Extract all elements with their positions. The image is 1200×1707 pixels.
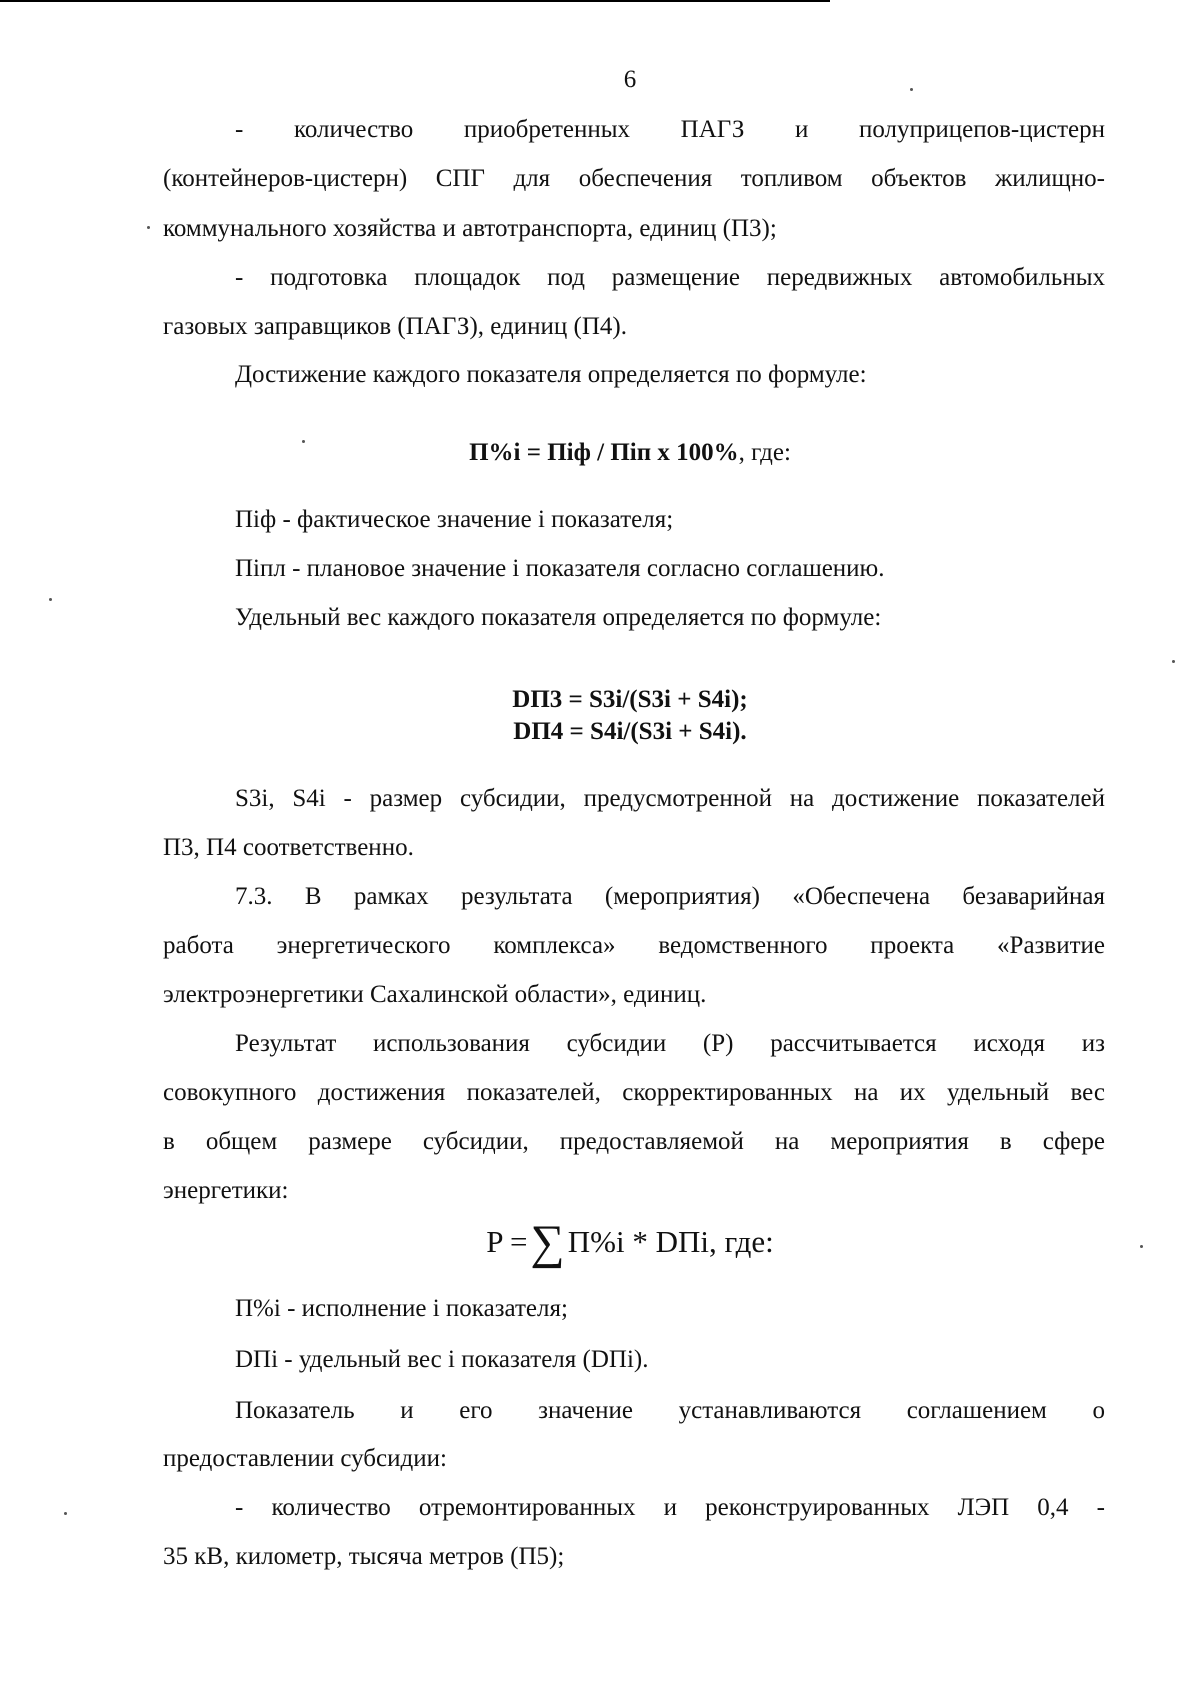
definition-line: Пiпл - плановое значение i показателя согласно соглашению. <box>235 555 885 582</box>
scan-speck <box>910 88 913 91</box>
formula-result <box>0 1216 1200 1269</box>
scan-speck <box>1172 660 1175 663</box>
paragraph-line: Результат использования субсидии (Р) рассчитывается исходя из <box>235 1030 1105 1057</box>
paragraph-line: S3i, S4i - размер субсидии, предусмотренной на достижение показателей <box>235 785 1105 812</box>
formula-expression: П%i = Пiф / Пiп х 100% <box>469 439 739 466</box>
definition-line: Пiф - фактическое значение i показателя; <box>235 506 674 533</box>
scan-speck <box>147 226 150 229</box>
paragraph-line: работа энергетического комплекса» ведомственного проекта «Развитие <box>163 932 1105 959</box>
paragraph-line: Достижение каждого показателя определяется по формуле: <box>235 361 867 388</box>
paragraph-line: 35 кВ, километр, тысяча метров (П5); <box>163 1543 565 1570</box>
page-number: 6 <box>623 66 637 93</box>
paragraph-line: П3, П4 соответственно. <box>163 834 414 861</box>
paragraph-line: - количество приобретенных ПАГЗ и полуприцепов-цистерн <box>235 116 1105 143</box>
formula-result-left: P = <box>486 1224 528 1259</box>
paragraph-line: электроэнергетики Сахалинской области», единиц. <box>163 981 707 1008</box>
paragraph-line: 7.3. В рамках результата (мероприятия) «Обеспечена безаварийная <box>235 883 1105 910</box>
sigma-symbol: ∑ <box>530 1216 565 1269</box>
paragraph-line: Показатель и его значение устанавливаются соглашением о <box>235 1397 1105 1424</box>
formula-suffix: , где: <box>738 439 791 466</box>
formula-weight-2: DП4 = S4i/(S3i + S4i). <box>513 718 747 745</box>
paragraph-line: в общем размере субсидии, предоставляемой на мероприятия в сфере <box>163 1128 1105 1155</box>
paragraph-line: (контейнеров-цистерн) СПГ для обеспечения топливом объектов жилищно- <box>163 165 1105 192</box>
scan-speck <box>1140 1245 1143 1248</box>
definition-line: DПi - удельный вес i показателя (DПi). <box>235 1346 649 1373</box>
paragraph-line: энергетики: <box>163 1177 289 1204</box>
top-rule <box>0 0 830 2</box>
scan-speck <box>302 440 305 443</box>
formula-result-right: П%i * DПi, где: <box>567 1224 774 1259</box>
formula-weight-1: DП3 = S3i/(S3i + S4i); <box>512 686 748 713</box>
formula-weight-line <box>0 685 1200 715</box>
paragraph-line: совокупного достижения показателей, скорректированных на их удельный вес <box>163 1079 1105 1106</box>
scan-speck <box>64 1512 67 1515</box>
definition-line: П%i - исполнение i показателя; <box>235 1295 568 1322</box>
paragraph-line: коммунального хозяйства и автотранспорта, единиц (П3); <box>163 215 777 242</box>
scan-speck <box>49 598 52 601</box>
paragraph-line: - количество отремонтированных и реконструированных ЛЭП 0,4 - <box>235 1494 1105 1521</box>
paragraph-line: газовых заправщиков (ПАГЗ), единиц (П4). <box>163 313 627 340</box>
paragraph-line: Удельный вес каждого показателя определяется по формуле: <box>235 604 882 631</box>
formula-achievement <box>0 438 1200 468</box>
paragraph-line: предоставлении субсидии: <box>163 1445 447 1472</box>
formula-weight-line <box>0 717 1200 747</box>
paragraph-line: - подготовка площадок под размещение передвижных автомобильных <box>235 264 1105 291</box>
